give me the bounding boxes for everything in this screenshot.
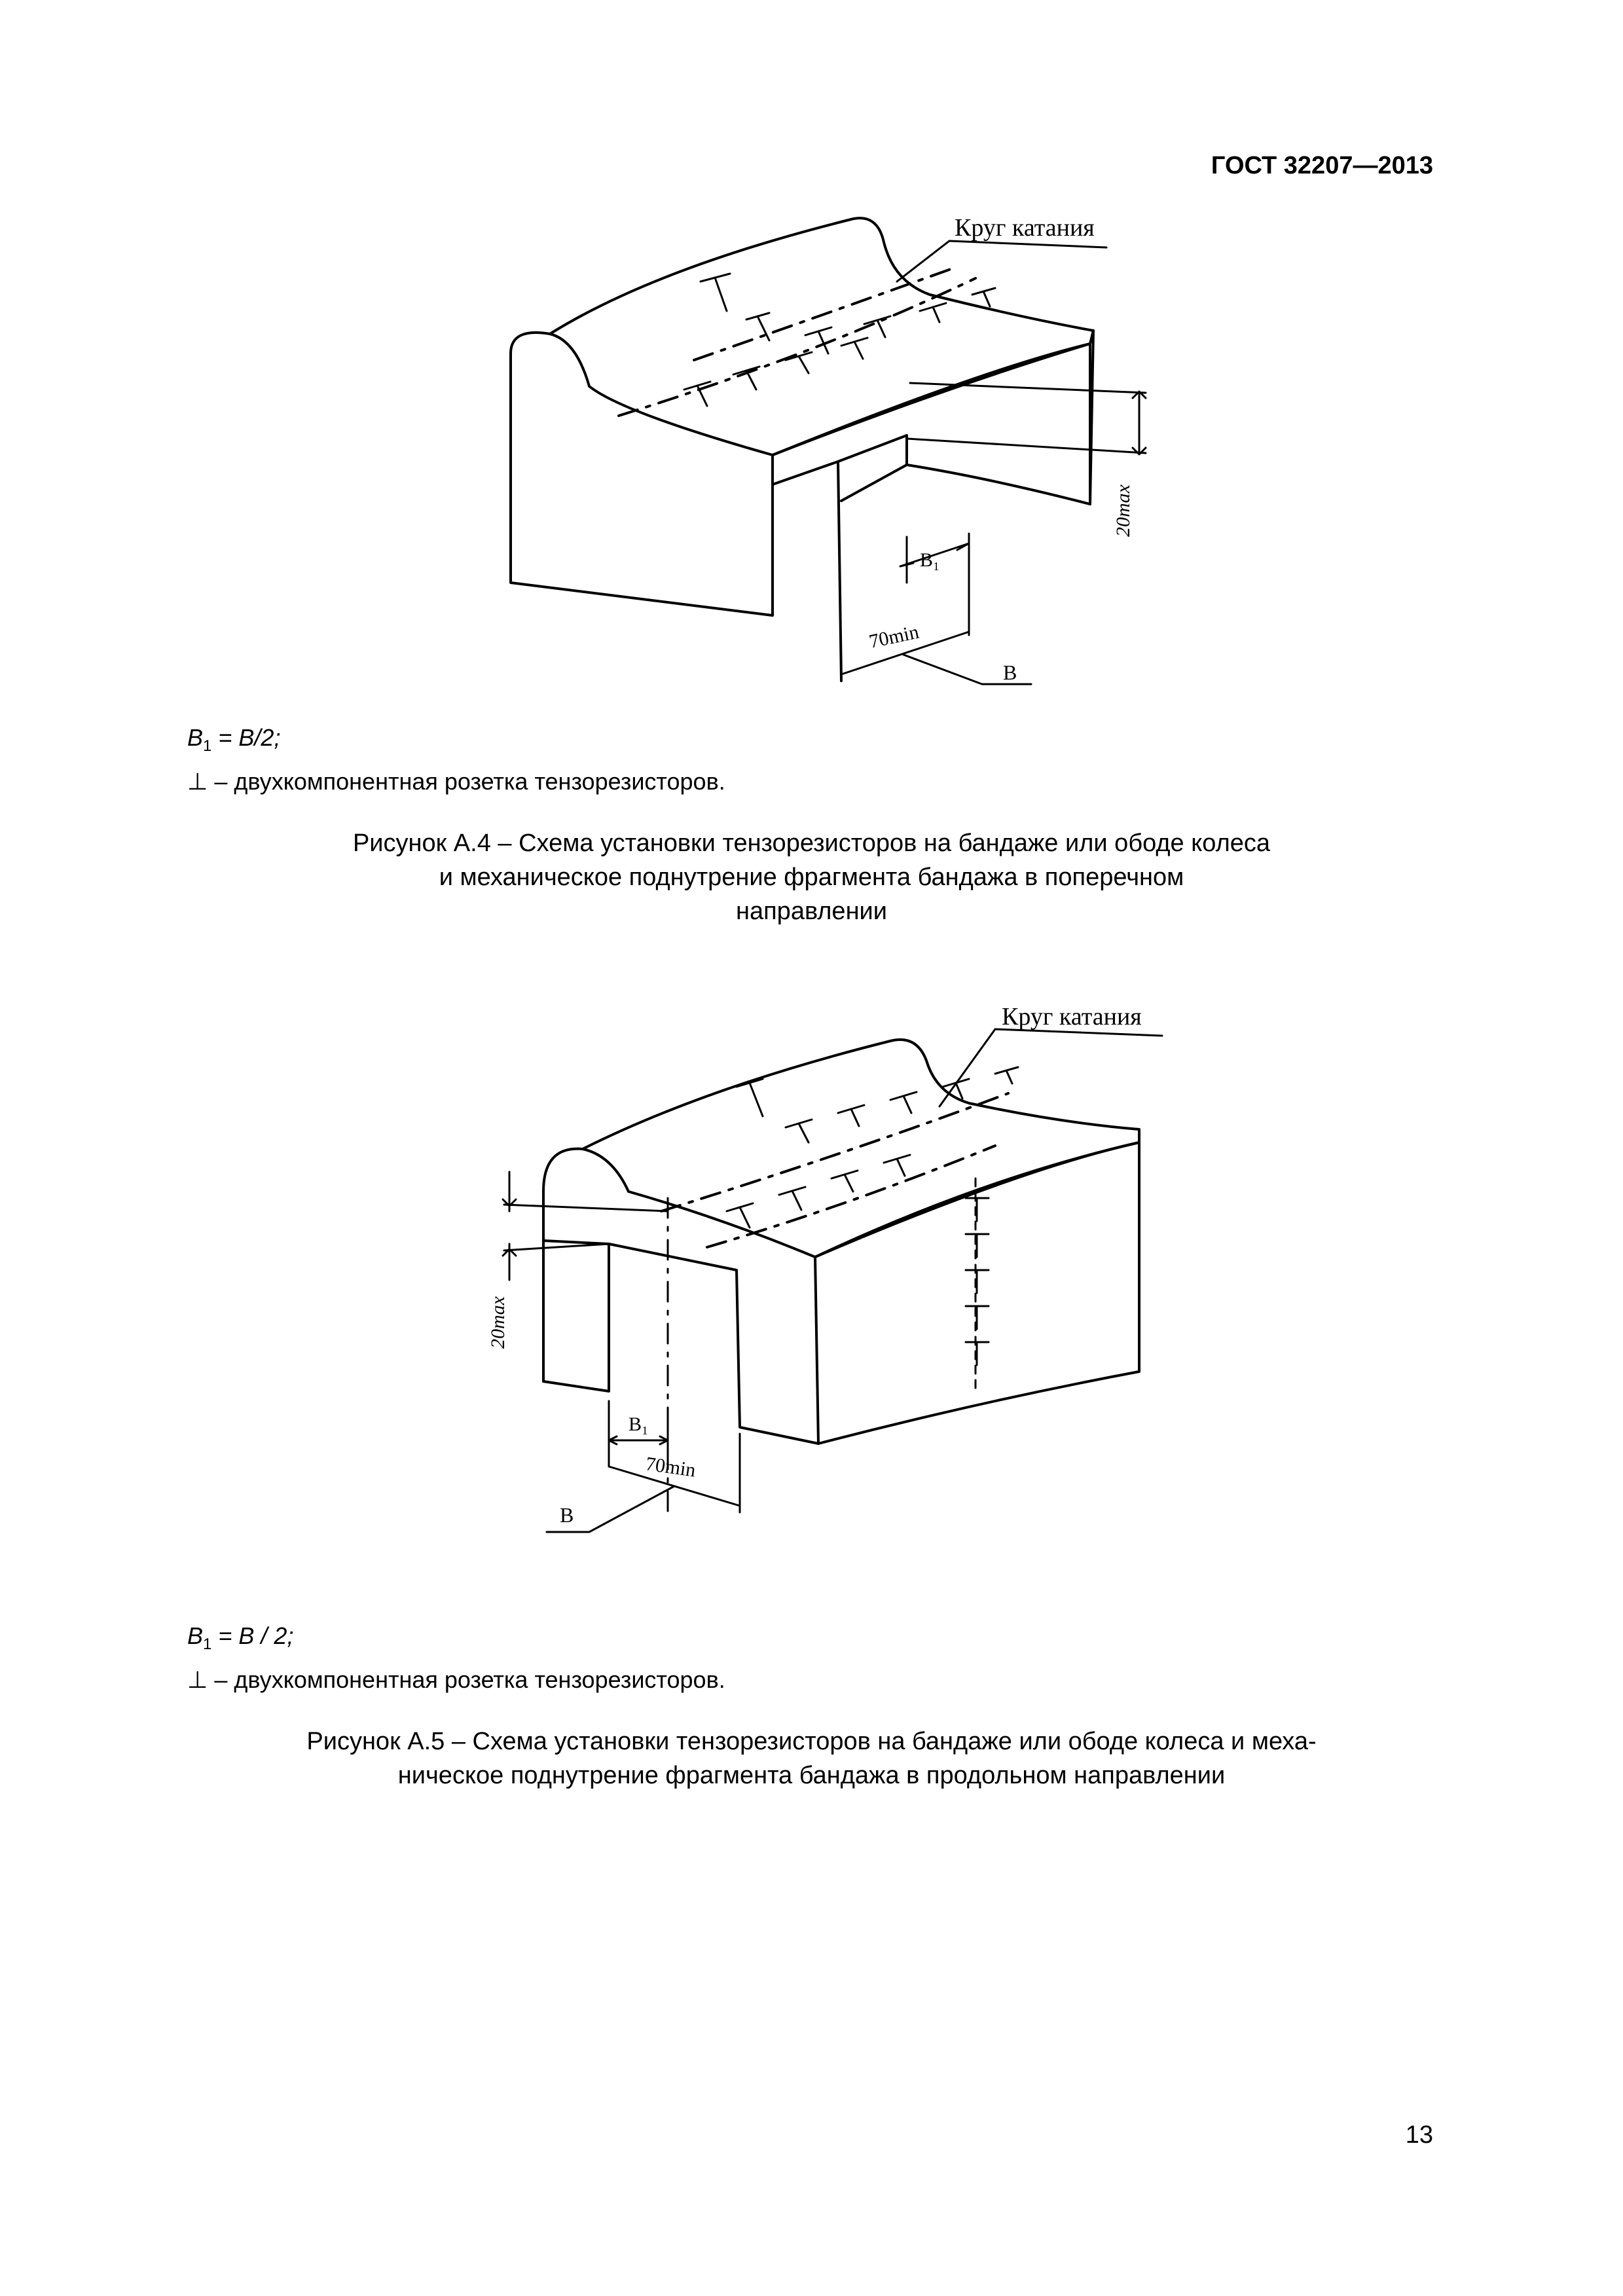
a4-dim-20max [907,383,1146,453]
a4-note [187,720,725,799]
a4-dim-b1-label: B₁ [920,549,940,571]
figure-a4-drawing [0,196,1623,707]
a5-dim-20max [504,1172,668,1280]
a4-front-edge [773,344,1090,504]
a5-top-surface [583,1040,1139,1257]
a5-rolling-line [661,1093,1008,1211]
a5-dim-height-label: 20max [487,1296,509,1349]
page-header-standard: ГОСТ 32207—2013 [1211,152,1433,179]
a4-dim-height-label: 20max [1112,484,1134,537]
a4-caption [0,826,1623,928]
figure-a5 [0,982,1623,1545]
a5-cutout [543,1241,818,1444]
a5-caption [0,1724,1623,1793]
a4-dim-b-label: B [1003,661,1017,684]
a5-dim-width-label: 70min [644,1453,697,1482]
a5-note [187,1618,725,1698]
a4-strain-gauges [684,274,995,406]
a5-label-leader [939,1029,1162,1106]
a4-label-leader [897,241,1106,282]
a4-rolling-line [619,278,976,416]
a4-note-legend: ⊥ – двухкомпонентная розетка тензорезисторов. [187,768,725,795]
a4-rolling-line-2 [694,268,953,360]
a5-note-formula: $B_1 = B / 2$; [187,1622,294,1654]
a4-label-rolling-circle: Круг катания [955,214,1095,242]
a5-body-outline [543,1149,815,1381]
a5-note-legend: ⊥ – двухкомпонентная розетка тензорезисторов. [187,1666,725,1694]
a4-caption-line1: Рисунок А.4 – Схема установки тензорезисторов на бандаже или ободе колеса [352,829,1271,857]
a4-note-formula: $B_1 = B/2$; [187,724,281,756]
a5-dim-b1-label: B₁ [629,1413,649,1435]
a4-caption-line3: направлении [735,898,888,925]
a4-caption-line2: и механическое поднутрение фрагмента бандажа в поперечном [439,864,1184,891]
a5-caption-line1: Рисунок А.5 – Схема установки тензорезисторов на бандаже или ободе колеса и меха- [306,1728,1317,1755]
a5-dim-b-label: B [560,1503,574,1527]
figure-a5-drawing [0,982,1623,1545]
a5-caption-line2: ническое поднутрение фрагмента бандажа в продольном направлении [397,1762,1226,1789]
figure-a4 [0,196,1623,707]
a4-dim-70min [841,534,969,674]
a5-label-rolling-circle: Круг катания [1002,1003,1142,1030]
a5-strain-gauges-top [727,1067,1018,1228]
page-number: 13 [1405,2121,1433,2149]
a5-strain-gauges-front [966,1198,989,1365]
a4-dim-width-label: 70min [867,621,921,653]
